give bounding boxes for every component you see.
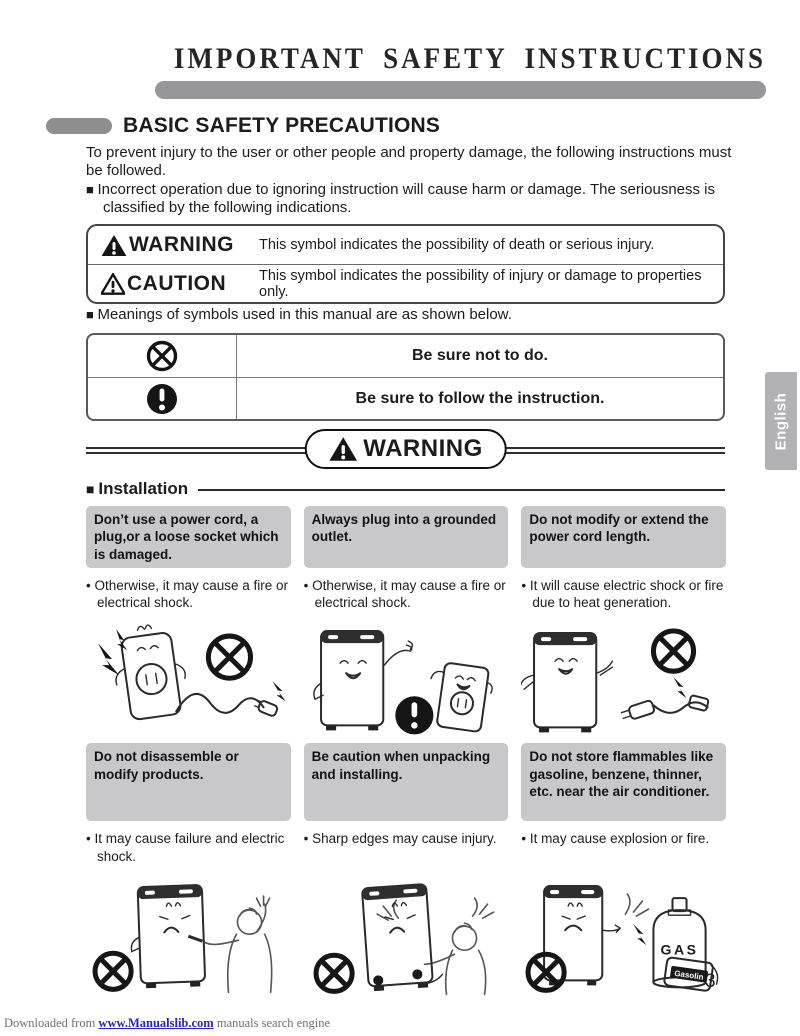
panel-title: Always plug into a grounded outlet. bbox=[304, 506, 509, 568]
damaged-socket-illustration bbox=[86, 615, 291, 739]
table-row bbox=[88, 264, 723, 302]
table-row bbox=[88, 335, 723, 377]
extended-cord-illustration bbox=[521, 615, 726, 739]
warning-label bbox=[101, 233, 259, 257]
gasoline-can-label: Gasolin bbox=[674, 969, 705, 983]
warning-banner-pill bbox=[304, 429, 507, 469]
unpacking-illustration bbox=[304, 872, 509, 996]
installation-heading bbox=[86, 479, 725, 499]
page-title: IMPORTANT SAFETY INSTRUCTIONS bbox=[173, 42, 766, 75]
severity-word: WARNING bbox=[129, 233, 234, 256]
severity-description: This symbol indicates the possibility of death or serious injury. bbox=[259, 237, 655, 253]
side-tab-label: English bbox=[772, 392, 790, 450]
flammables-illustration bbox=[521, 872, 726, 996]
table-row bbox=[88, 377, 723, 419]
grounded-outlet-illustration bbox=[304, 615, 509, 739]
warning-banner bbox=[86, 429, 725, 473]
footer-prefix: Downloaded from bbox=[4, 1016, 99, 1030]
symbol-cell bbox=[88, 335, 237, 377]
heading-rule bbox=[198, 489, 725, 491]
panel-do-not-disassemble bbox=[86, 743, 291, 996]
warning-triangle-icon bbox=[328, 436, 357, 462]
symbol-meaning: Be sure not to do. bbox=[412, 347, 548, 364]
panel-note: • It may cause explosion or fire. bbox=[521, 830, 726, 870]
incorrect-operation-note: ■ Incorrect operation due to ignoring instruction will cause harm or damage. The seriousness is classified by the following indications. bbox=[86, 181, 734, 218]
symbols-table bbox=[86, 333, 725, 421]
panel-title: Don’t use a power cord, a plug,or a loose socket which is damaged. bbox=[86, 506, 291, 568]
panel-title: Be caution when unpacking and installing. bbox=[304, 743, 509, 821]
panel-title: Do not disassemble or modify products. bbox=[86, 743, 291, 821]
section-heading-text: BASIC SAFETY PRECAUTIONS bbox=[123, 114, 441, 137]
heading-pill-decoration bbox=[46, 118, 112, 134]
warning-triangle-icon bbox=[101, 234, 127, 257]
panel-do-not-modify-cord bbox=[521, 506, 726, 739]
installation-panels bbox=[86, 506, 726, 997]
symbol-cell bbox=[88, 378, 237, 419]
panel-no-flammables bbox=[521, 743, 726, 996]
page-number: 3 bbox=[705, 971, 716, 992]
panel-note: • It will cause electric shock or fire due to heat generation. bbox=[521, 577, 726, 613]
title-underline-bar bbox=[155, 81, 766, 99]
panel-title: Do not store flammables like gasoline, benzene, thinner, etc. near the air conditioner. bbox=[521, 743, 726, 821]
symbols-note: ■ Meanings of symbols used in this manual are as shown below. bbox=[86, 306, 734, 324]
section-heading bbox=[46, 114, 440, 138]
footer bbox=[4, 1016, 330, 1031]
caution-triangle-icon bbox=[101, 273, 125, 295]
warning-banner-text: WARNING bbox=[363, 435, 483, 462]
symbol-meaning: Be sure to follow the instruction. bbox=[355, 389, 605, 407]
panel-title: Do not modify or extend the power cord length. bbox=[521, 506, 726, 568]
intro-paragraph: To prevent injury to the user or other people and property damage, the following instructions must be followed. bbox=[86, 144, 732, 180]
severity-description: This symbol indicates the possibility of injury or damage to properties only. bbox=[259, 267, 702, 300]
installation-heading-text: ■ Installation bbox=[86, 479, 188, 499]
panel-note: • It may cause failure and electric shock. bbox=[86, 830, 291, 870]
table-row bbox=[88, 226, 723, 264]
prohibition-icon bbox=[145, 339, 179, 373]
severity-table bbox=[86, 224, 725, 304]
caution-label bbox=[101, 272, 259, 296]
mandatory-icon bbox=[145, 382, 179, 416]
panel-damaged-cord bbox=[86, 506, 291, 739]
severity-word: CAUTION bbox=[127, 271, 227, 295]
manualslib-link[interactable]: www.Manualslib.com bbox=[98, 1016, 214, 1030]
panel-grounded-outlet bbox=[304, 506, 509, 739]
gas-cylinder-label: GAS bbox=[660, 941, 699, 958]
disassemble-illustration bbox=[86, 872, 291, 996]
panel-note: • Otherwise, it may cause a fire or electrical shock. bbox=[304, 577, 509, 613]
panel-note: • Otherwise, it may cause a fire or electrical shock. bbox=[86, 577, 291, 613]
footer-suffix: manuals search engine bbox=[213, 1016, 330, 1030]
panel-note: • Sharp edges may cause injury. bbox=[304, 830, 509, 870]
panel-unpacking-caution bbox=[304, 743, 509, 996]
language-side-tab bbox=[765, 372, 797, 470]
